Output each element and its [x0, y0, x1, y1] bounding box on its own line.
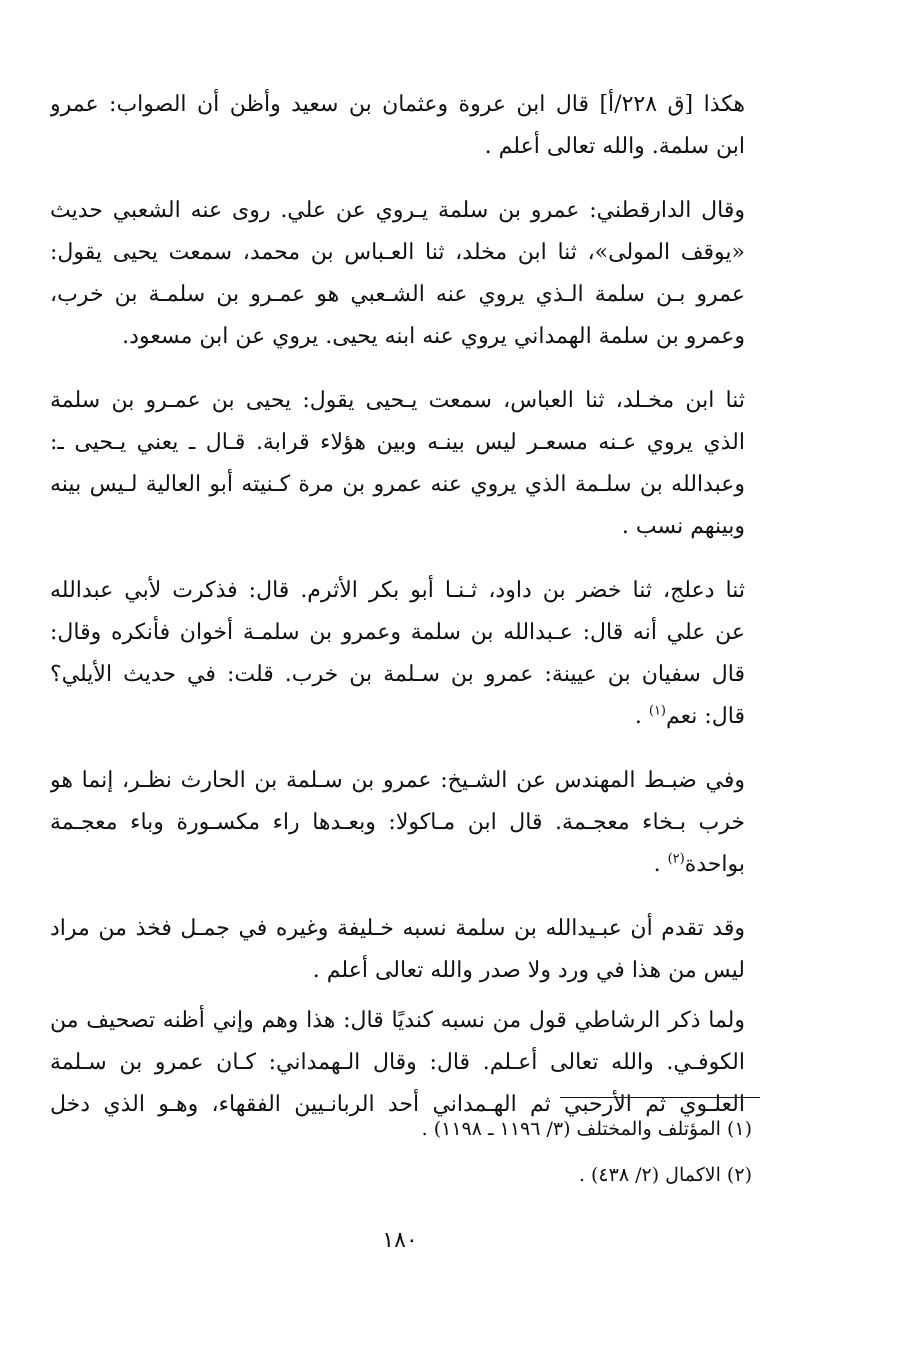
text-line: ليس من هذا في ورد ولا صدر والله تعالى أعلم .: [312, 958, 745, 983]
paragraph: [50, 908, 745, 992]
paragraph: [50, 190, 745, 358]
line-end: .: [634, 704, 649, 729]
paragraph: [50, 760, 745, 886]
text-line: ولما ذكر الرشاطي قول من نسبه كنديًا قال: هذا وهم وإني أظنه تصحيف من: [50, 1008, 745, 1033]
main-text: [50, 84, 745, 1148]
text-line: خرب بـخاء معجـمة. قال ابن مـاكولا: وبعـدها راء مكسـورة وباء معجـمة: [50, 810, 745, 835]
text-line: هكذا [ق ٢٢٨/أ] قال ابن عروة وعثمان بن سعيد وأظن أن الصواب: عمرو: [50, 92, 745, 117]
footnotes: [252, 1106, 752, 1198]
line-text: قال: نعم: [666, 704, 745, 729]
footnote: (٢) الاكمال (٢/ ٤٣٨) .: [578, 1164, 752, 1186]
footnote: (١) المؤتلف والمختلف (٣/ ١١٩٦ ـ ١١٩٨) .: [421, 1118, 752, 1140]
paragraph: [50, 380, 745, 548]
text-line: عمرو بـن سلمة الـذي يروي عنه الشـعبي هو عمـرو بن سلمـة بن خرب،: [50, 282, 745, 307]
text-line: قال سفيان بن عيينة: عمرو بن سـلمة بن خرب. قلت: في حديث الأيلي؟: [50, 662, 745, 687]
text-line: [50, 844, 745, 886]
paragraph: [50, 84, 745, 168]
text-line: «يوقف المولى»، ثنا ابن مخلد، ثنا العـباس بن محمد، سمعت يحيى يقول:: [50, 240, 745, 265]
text-line: [50, 696, 745, 738]
text-line: العلـوي ثم الأرحبي ثم الهـمداني أحد الربانـيين الفقهاء، وهـو الذي دخل: [50, 1092, 745, 1117]
text-line: الكوفـي. والله تعالى أعـلم. قال: وقال الـهمداني: كـان عمرو بن سـلمة: [50, 1050, 745, 1075]
text-line: وعمرو بن سلمة الهمداني يروي عنه ابنه يحيى. يروي عن ابن مسعود.: [122, 324, 745, 349]
text-line: ثنا ابن مخـلد، ثنا العباس، سمعت يـحيى يقول: يحيى بن عمـرو بن سلمة: [50, 388, 745, 413]
line-end: .: [653, 852, 668, 877]
text-line: وعبدالله بن سلـمة الذي يروي عنه عمرو بن مرة كـنيته أبو العالية لـيس بينه: [50, 472, 745, 497]
text-line: وبينهم نسب .: [621, 514, 745, 539]
page-number: ١٨٠: [382, 1228, 418, 1253]
line-text: بواحدة: [684, 852, 745, 877]
paragraph: [50, 570, 745, 738]
text-line: وفي ضبـط المهندس عن الشـيخ: عمرو بن سـلمة بن الحارث نظـر، إنما هو: [50, 768, 745, 793]
text-line: ثنا دعلج، ثنا خضر بن داود، ثـنـا أبو بكر الأثرم. قال: فذكرت لأبي عبدالله: [50, 578, 745, 603]
footnote-reference: (٢): [667, 851, 685, 867]
text-line: وقال الدارقطني: عمرو بن سلمة يـروي عن علي. روى عنه الشعبي حديث: [50, 198, 745, 223]
text-line: ابن سلمة. والله تعالى أعلم .: [484, 134, 745, 159]
footnote-separator: [560, 1097, 760, 1098]
footnote-reference: (١): [648, 703, 666, 719]
text-line: الذي يروي عـنه مسعـر ليس بينـه وبين هؤلاء قرابة. قـال ـ يعني يـحيى ـ:: [50, 430, 745, 455]
text-line: عن علي أنه قال: عـبدالله بن سلمة وعمرو بن سلمـة أخوان فأنكره وقال:: [50, 620, 745, 645]
text-line: وقد تقدم أن عبـيدالله بن سلمة نسبه خـليفة وغيره في جمـل فخذ من مراد: [50, 916, 745, 941]
